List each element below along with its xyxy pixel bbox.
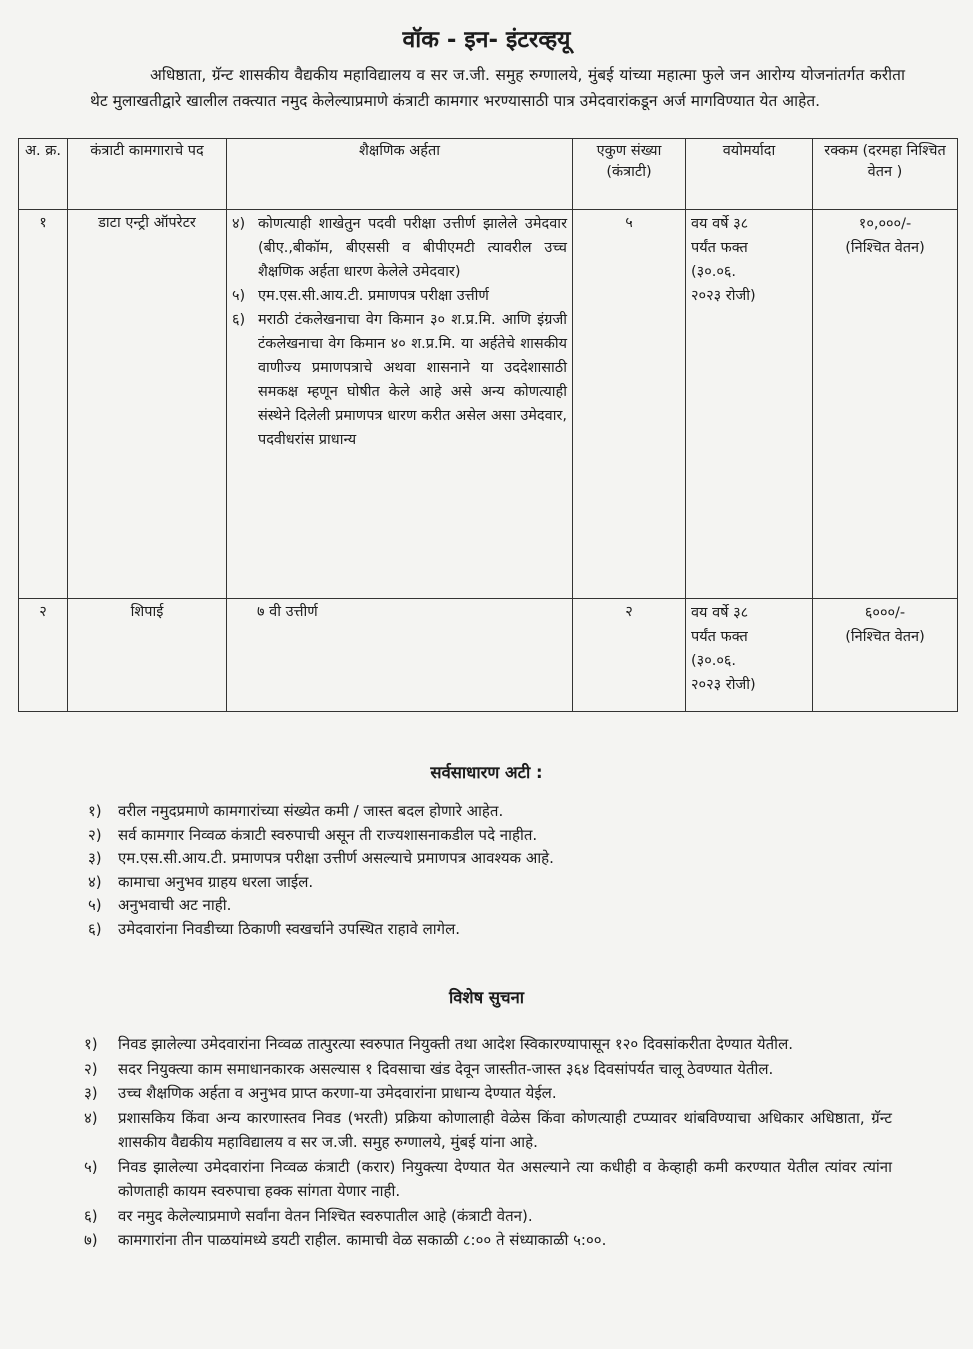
header-qualification: शैक्षणिक अर्हता [227,139,573,210]
note-num: २) [84,1059,98,1078]
table-row [19,210,958,599]
row-count: ५ [573,210,686,599]
term-num: ४) [88,872,102,891]
qualification-item [232,212,567,284]
term-text: वरील नमुदप्रमाणे कामगारांच्या संख्येत कमी / जास्त बदल होणारे आहेत. [118,802,504,820]
row-pay [813,210,958,599]
note-num: ३) [84,1084,98,1102]
qualification-text: मराठी टंकलेखनाचा वेग किमान ३० श.प्र.मि. आणि इंग्रजी टंकलेखनाचा वेग किमान ४० श.प्र.मि. या अर्हतेचे शासकीय वाणीज्य प्रमाणपत्राचे अथवा शासनाने या उददेशासाठी समकक्ष म्हणून घोषीत केले आहे असे अन्य कोणत्याही संस्थेने दिलेली प्रमाणपत्र धारण करीत असेल असा उमेदवार, पदवीधरांस प्राधान्य [258,312,567,448]
note-text: सदर नियुक्त्या काम समाधानकारक असल्यास १ दिवसाचा खंड देवून जास्तीत-जास्त ३६४ दिवसांपर्यत चालू ठेवण्यात येतील. [118,1059,774,1078]
table-header-row [19,139,958,210]
header-sr: अ. क्र. [19,139,68,210]
row-post: शिपाई [68,599,227,712]
qualification-item [232,284,567,308]
term-num: ६) [88,919,102,938]
row-qualification: ७ वी उत्तीर्ण [227,599,573,712]
pay-note: (निश्चित वेतन) [845,240,925,256]
note-num: १) [84,1035,98,1053]
term-text: एम.एस.सी.आय.टी. प्रमाणपत्र परीक्षा उत्तीर्ण असल्याचे प्रमाणपत्र आवश्यक आहे. [118,849,554,867]
term-num: ५) [88,896,102,914]
term-text: कामाचा अनुभव ग्राहय धरला जाईल. [118,872,314,891]
list-item [88,847,648,871]
row-sr: २ [19,599,68,712]
term-num: ३) [88,849,102,867]
note-text: प्रशासकिय किंवा अन्य कारणास्तव निवड (भरती) प्रक्रिया कोणालाही वेळेस किंवा कोणत्याही टप्प्यावर थांबविण्याचा अधिकार अधिष्ठाता, ग्रॅन्ट शासकीय वैद्यकीय महाविद्यालय व सर ज.जी. समुह रुग्णालये, मुंबई यांना आहे. [118,1108,892,1151]
list-item [84,1106,892,1155]
age-line: २०२३ रोजी) [691,288,756,304]
term-text: सर्व कामगार निव्वळ कंत्राटी स्वरुपाची असून ती राज्यशासनाकडील पदे नाहीत. [118,825,538,844]
header-age: वयोमर्यादा [686,139,813,210]
page-title: वॉक - इन- इंटरव्हयू [402,27,571,53]
qualification-num: ५) [232,288,246,304]
qualification-num: ४) [232,216,246,232]
list-item [88,871,648,895]
age-line: (३०.०६. [691,264,737,280]
special-notes-list [84,1032,892,1253]
age-line: वय वर्षे ३८ [691,216,749,232]
row-sr: १ [19,210,68,599]
row-post: डाटा एन्ट्री ऑपरेटर [68,210,227,599]
qualification-num: ६) [232,312,246,328]
list-item [84,1228,892,1253]
row-pay [813,599,958,712]
list-item [84,1032,892,1057]
qualification-text: एम.एस.सी.आय.टी. प्रमाणपत्र परीक्षा उत्तीर्ण [258,288,489,304]
term-num: २) [88,825,102,844]
note-text: वर नमुद केलेल्याप्रमाणे सर्वांना वेतन निश्चित स्वरुपातील आहे (कंत्राटी वेतन). [118,1206,533,1225]
pay-amount: १०,०००/- [858,216,912,232]
general-terms-list [88,800,648,941]
header-post: कंत्राटी कामगाराचे पद [68,139,227,210]
age-line: पर्यंत फक्त [691,240,748,256]
pay-note: (निश्चित वेतन) [845,629,925,645]
note-num: ७) [84,1231,98,1249]
header-pay: रक्कम (दरमहा निश्चित वेतन ) [813,139,958,210]
term-text: अनुभवाची अट नाही. [118,896,232,914]
list-item [88,824,648,848]
row-age [686,210,813,599]
term-num: १) [88,802,102,820]
special-notes-title: विशेष सुचना [448,988,524,1007]
list-item [84,1204,892,1229]
note-text: उच्च शैक्षणिक अर्हता व अनुभव प्राप्त करणा-या उमेदवारांना प्राधान्य देण्यात येईल. [118,1084,557,1102]
age-line: २०२३ रोजी) [691,677,756,693]
header-count: एकुण संख्या (कंत्राटी) [573,139,686,210]
row-age [686,599,813,712]
note-num: ५) [84,1157,98,1176]
list-item [88,918,648,942]
age-line: पर्यंत फक्त [691,629,748,645]
table-row [19,599,958,712]
intro-paragraph: अधिष्ठाता, ग्रॅन्ट शासकीय वैद्यकीय महाविद्यालय व सर ज.जी. समुह रुग्णालये, मुंबई यांच्या महात्मा फुले जन आरोग्य योजनांतर्गत करीता थेट मुलाखतीद्वारे खालील तक्त्यात नमुद केलेल्याप्रमाणे कंत्राटी कामगार भरण्यासाठी पात्र उमेदवारांकडून अर्ज मागविण्यात येत आहेत. [90,66,905,110]
pay-amount: ६०००/- [864,605,906,621]
note-text: कामगारांना तीन पाळयांमध्ये डयटी राहील. कामाची वेळ सकाळी ८:०० ते संध्याकाळी ५:००. [118,1231,607,1249]
qualification-text: कोणत्याही शाखेतुन पदवी परीक्षा उत्तीर्ण झालेले उमेदवार (बीए.,बीकॉम, बीएससी व बीपीएमटी त्यावरील उच्च शैक्षणिक अर्हता धारण केलेले उमेदवार) [258,216,567,280]
posts-table [18,138,958,712]
list-item [88,800,648,824]
row-count: २ [573,599,686,712]
list-item [84,1057,892,1082]
note-text: निवड झालेल्या उमेदवारांना निव्वळ कंत्राटी (करार) नियुक्त्या देण्यात येत असल्याने त्या कधीही व केव्हाही कमी करण्यात येतील त्यांवर त्यांना कोणताही कायम स्वरुपाचा हक्क सांगता येणार नाही. [118,1157,892,1200]
age-line: (३०.०६. [691,653,737,669]
note-num: ६) [84,1206,98,1225]
term-text: उमेदवारांना निवडीच्या ठिकाणी स्वखर्चाने उपस्थित राहावे लागेल. [118,919,461,938]
row-qualification [227,210,573,599]
general-terms-title: सर्वसाधारण अटी : [430,763,543,782]
list-item [84,1155,892,1204]
list-item [84,1081,892,1106]
note-num: ४) [84,1108,98,1127]
list-item [88,894,648,918]
qualification-item [232,308,567,452]
age-line: वय वर्षे ३८ [691,605,749,621]
note-text: निवड झालेल्या उमेदवारांना निव्वळ तात्पुरत्या स्वरुपात नियुक्ती तथा आदेश स्विकारण्यापासून १२० दिवसांकरीता देण्यात येतील. [118,1035,794,1053]
